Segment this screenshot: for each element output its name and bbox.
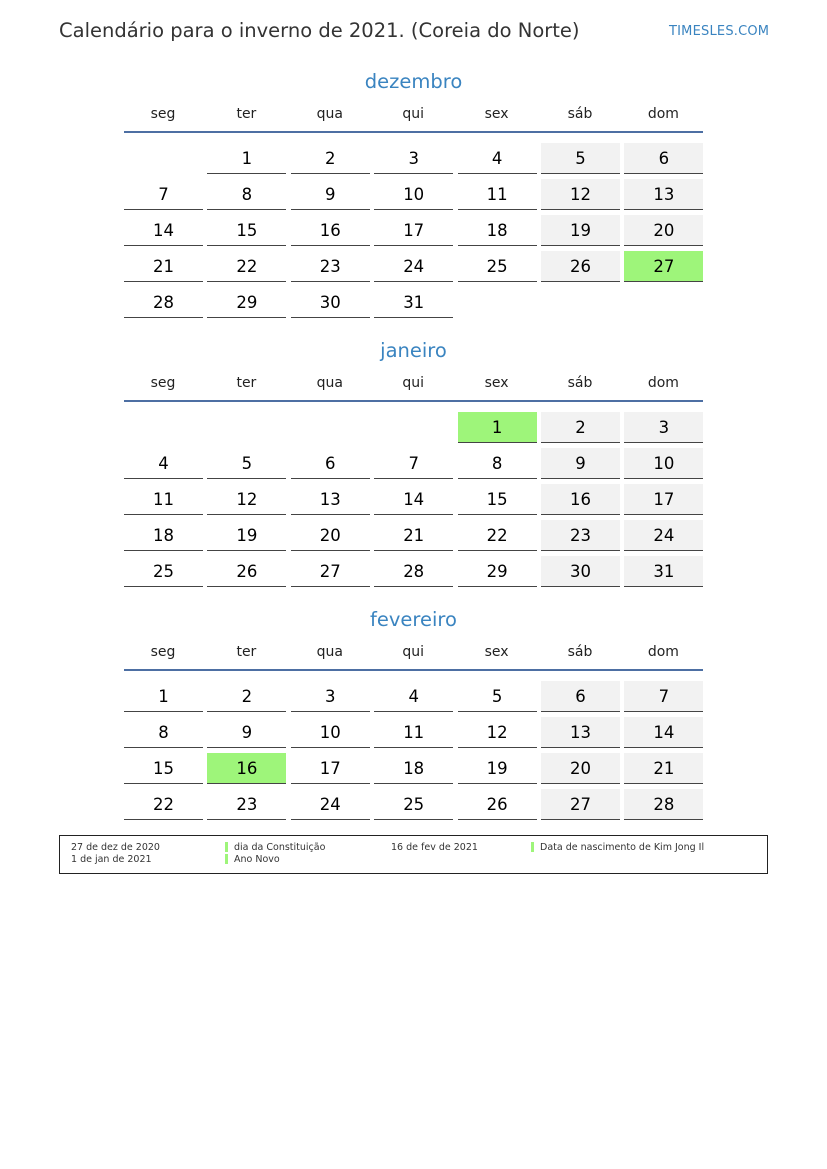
day-cell[interactable]: 31 — [624, 556, 703, 587]
day-cell[interactable]: 9 — [207, 717, 286, 748]
day-cell[interactable]: 4 — [374, 681, 453, 712]
weekday-label: ter — [236, 375, 257, 391]
day-cell[interactable]: 14 — [374, 484, 453, 515]
day-cell[interactable]: 23 — [541, 520, 620, 551]
weekday-label: qua — [316, 644, 343, 660]
day-cell[interactable]: 2 — [541, 412, 620, 443]
day-cell[interactable]: 23 — [291, 251, 370, 282]
weekday-label: sex — [484, 644, 509, 660]
weekday-label: dom — [647, 106, 679, 122]
weekday-label: dom — [647, 644, 679, 660]
brand-link[interactable]: TIMESLES.COM — [669, 24, 770, 39]
day-cell[interactable]: 21 — [374, 520, 453, 551]
day-cell[interactable]: 15 — [207, 215, 286, 246]
day-cell[interactable]: 13 — [541, 717, 620, 748]
day-cell[interactable]: 15 — [124, 753, 203, 784]
day-cell[interactable]: 25 — [374, 789, 453, 820]
day-cell[interactable]: 14 — [124, 215, 203, 246]
weekday-label: sex — [484, 375, 509, 391]
day-cell[interactable]: 28 — [124, 287, 203, 318]
holiday-day-cell[interactable]: 27 — [624, 251, 703, 282]
day-cell[interactable]: 18 — [374, 753, 453, 784]
day-cell[interactable]: 13 — [291, 484, 370, 515]
day-cell[interactable]: 25 — [124, 556, 203, 587]
day-cell[interactable]: 24 — [374, 251, 453, 282]
day-cell[interactable]: 21 — [124, 251, 203, 282]
day-cell[interactable]: 17 — [374, 215, 453, 246]
day-cell[interactable]: 5 — [458, 681, 537, 712]
day-cell[interactable]: 30 — [541, 556, 620, 587]
day-cell[interactable]: 16 — [291, 215, 370, 246]
weekday-label: sáb — [567, 644, 593, 660]
day-cell[interactable]: 20 — [291, 520, 370, 551]
day-cell[interactable]: 11 — [374, 717, 453, 748]
day-cell[interactable]: 10 — [374, 179, 453, 210]
day-cell[interactable]: 5 — [541, 143, 620, 174]
day-cell[interactable]: 19 — [541, 215, 620, 246]
day-cell[interactable]: 21 — [624, 753, 703, 784]
weekday-header — [124, 644, 703, 664]
day-cell[interactable]: 12 — [458, 717, 537, 748]
day-cell[interactable]: 22 — [458, 520, 537, 551]
weekday-label: sáb — [567, 375, 593, 391]
legend-holiday-marker — [225, 842, 228, 852]
day-cell[interactable]: 24 — [624, 520, 703, 551]
holiday-legend — [59, 835, 768, 874]
page-title: Calendário para o inverno de 2021. (Coreia do Norte) — [59, 19, 580, 42]
weekday-label: ter — [236, 644, 257, 660]
day-cell[interactable]: 11 — [458, 179, 537, 210]
weekday-label: dom — [647, 375, 679, 391]
weekday-label: qui — [402, 375, 425, 391]
day-cell[interactable]: 27 — [541, 789, 620, 820]
weekday-label: seg — [150, 644, 176, 660]
day-cell[interactable]: 20 — [624, 215, 703, 246]
day-cell[interactable]: 30 — [291, 287, 370, 318]
day-cell[interactable]: 10 — [291, 717, 370, 748]
day-cell[interactable]: 3 — [374, 143, 453, 174]
day-cell[interactable]: 1 — [124, 681, 203, 712]
day-cell[interactable]: 25 — [458, 251, 537, 282]
weekday-label: seg — [150, 106, 176, 122]
day-cell[interactable]: 26 — [541, 251, 620, 282]
day-cell[interactable]: 1 — [207, 143, 286, 174]
day-cell[interactable]: 19 — [458, 753, 537, 784]
day-cell[interactable]: 2 — [207, 681, 286, 712]
day-cell[interactable]: 9 — [541, 448, 620, 479]
legend-date: 16 de fev de 2021 — [391, 842, 478, 853]
day-cell[interactable]: 15 — [458, 484, 537, 515]
day-cell[interactable]: 10 — [624, 448, 703, 479]
header-divider — [124, 131, 703, 133]
weekday-label: seg — [150, 375, 176, 391]
day-cell[interactable]: 18 — [458, 215, 537, 246]
weekday-label: qui — [402, 644, 425, 660]
day-cell[interactable]: 6 — [624, 143, 703, 174]
legend-holiday-marker — [531, 842, 534, 852]
day-cell[interactable]: 4 — [458, 143, 537, 174]
day-cell[interactable]: 12 — [207, 484, 286, 515]
weekday-label: sáb — [567, 106, 593, 122]
weekday-header — [124, 106, 703, 126]
day-cell[interactable]: 29 — [207, 287, 286, 318]
day-cell[interactable]: 23 — [207, 789, 286, 820]
day-cell[interactable]: 4 — [124, 448, 203, 479]
day-cell[interactable]: 7 — [624, 681, 703, 712]
day-cell[interactable]: 20 — [541, 753, 620, 784]
day-cell[interactable]: 14 — [624, 717, 703, 748]
day-cell[interactable]: 27 — [291, 556, 370, 587]
month-title: dezembro — [364, 70, 463, 93]
day-cell[interactable]: 12 — [541, 179, 620, 210]
day-cell[interactable]: 8 — [124, 717, 203, 748]
day-cell[interactable]: 8 — [458, 448, 537, 479]
day-cell[interactable]: 6 — [541, 681, 620, 712]
weekday-label: qua — [316, 375, 343, 391]
day-cell[interactable]: 24 — [291, 789, 370, 820]
day-cell[interactable]: 31 — [374, 287, 453, 318]
weekday-label: qui — [402, 106, 425, 122]
day-cell[interactable]: 29 — [458, 556, 537, 587]
legend-date: 1 de jan de 2021 — [71, 854, 152, 865]
day-cell[interactable]: 6 — [291, 448, 370, 479]
day-cell[interactable]: 28 — [624, 789, 703, 820]
day-cell[interactable]: 13 — [624, 179, 703, 210]
day-cell[interactable]: 8 — [207, 179, 286, 210]
day-cell[interactable]: 19 — [207, 520, 286, 551]
legend-date: 27 de dez de 2020 — [71, 842, 160, 853]
weekday-label: qua — [316, 106, 343, 122]
legend-label: Data de nascimento de Kim Jong Il — [540, 842, 705, 853]
holiday-day-cell[interactable]: 1 — [458, 412, 537, 443]
day-cell[interactable]: 26 — [458, 789, 537, 820]
day-cell[interactable]: 16 — [541, 484, 620, 515]
day-cell[interactable]: 9 — [291, 179, 370, 210]
holiday-day-cell[interactable]: 16 — [207, 753, 286, 784]
day-cell[interactable]: 3 — [291, 681, 370, 712]
day-cell[interactable]: 22 — [124, 789, 203, 820]
weekday-label: ter — [236, 106, 257, 122]
weekday-header — [124, 375, 703, 395]
day-cell[interactable]: 17 — [291, 753, 370, 784]
day-cell[interactable]: 26 — [207, 556, 286, 587]
legend-label: dia da Constituição — [234, 842, 326, 853]
weekday-label: sex — [484, 106, 509, 122]
day-cell[interactable]: 2 — [291, 143, 370, 174]
day-cell[interactable]: 17 — [624, 484, 703, 515]
legend-label: Ano Novo — [234, 854, 280, 865]
day-cell[interactable]: 5 — [207, 448, 286, 479]
header-divider — [124, 669, 703, 671]
header-divider — [124, 400, 703, 402]
day-cell[interactable]: 11 — [124, 484, 203, 515]
month-title: fevereiro — [370, 608, 457, 631]
day-cell[interactable]: 18 — [124, 520, 203, 551]
day-cell[interactable]: 22 — [207, 251, 286, 282]
day-cell[interactable]: 7 — [124, 179, 203, 210]
legend-holiday-marker — [225, 854, 228, 864]
day-cell[interactable]: 28 — [374, 556, 453, 587]
day-cell[interactable]: 7 — [374, 448, 453, 479]
month-title: janeiro — [380, 339, 447, 362]
day-cell[interactable]: 3 — [624, 412, 703, 443]
